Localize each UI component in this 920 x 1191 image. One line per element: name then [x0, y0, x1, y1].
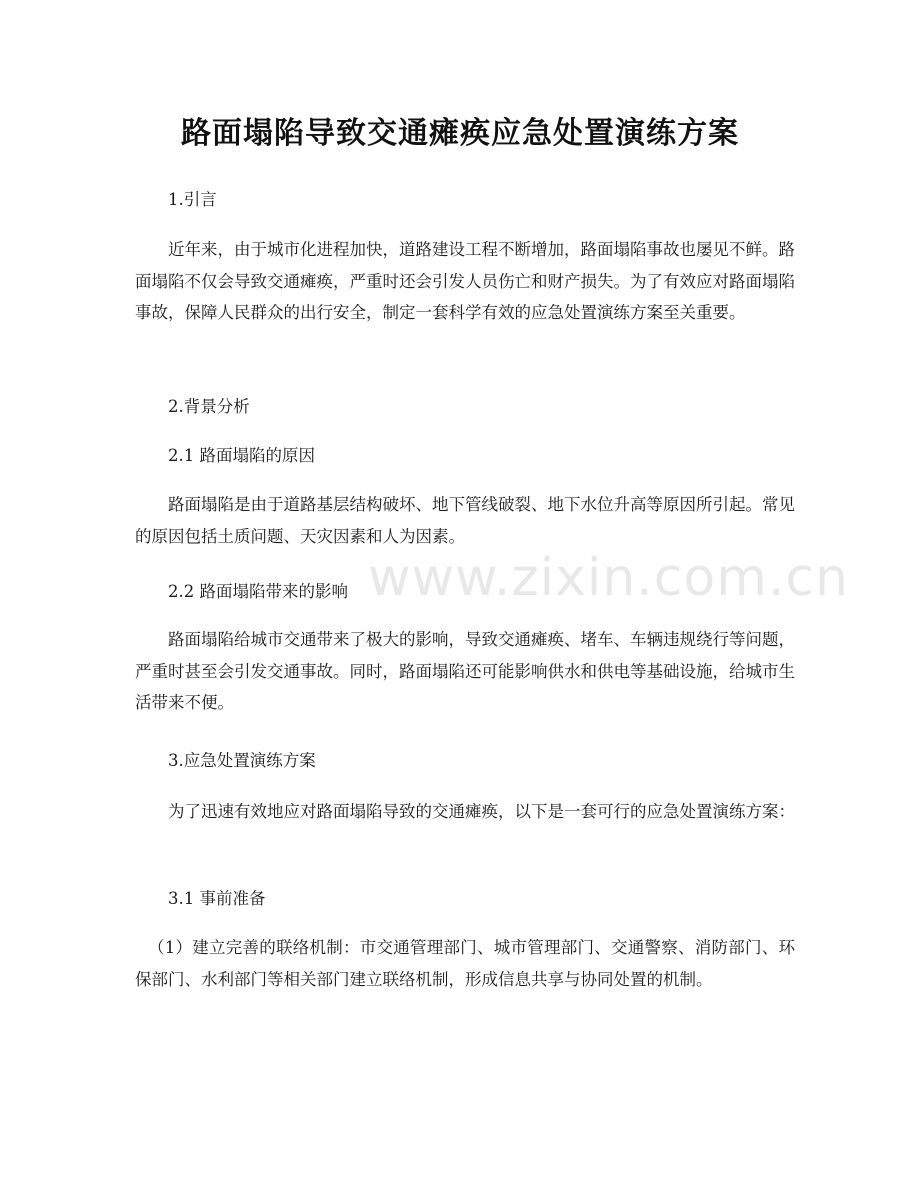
paragraph-drill-plan: 为了迅速有效地应对路面塌陷导致的交通瘫痪，以下是一套可行的应急处置演练方案： [168, 802, 795, 821]
paragraph-introduction: 近年来，由于城市化进程加快，道路建设工程不断增加，路面塌陷事故也屡见不鲜。路面塌陷不仅会导致交通瘫痪，严重时还会引发人员伤亡和财产损失。为了有效应对路面塌陷事故，保障人民群众的出行安全，制定一套科学有效的应急处置演练方案至关重要。 [135, 240, 795, 322]
paragraph-impact: 路面塌陷给城市交通带来了极大的影响，导致交通瘫痪、堵车、车辆违规绕行等问题，严重时甚至会引发交通事故。同时，路面塌陷还可能影响供水和供电等基础设施，给城市生活带来不便。 [135, 630, 795, 712]
subsection-heading-preparation: 3.1 事前准备 [168, 889, 266, 908]
section-heading-background: 2.背景分析 [168, 397, 250, 416]
section-heading-introduction: 1.引言 [168, 190, 217, 209]
section-heading-drill-plan: 3.应急处置演练方案 [168, 751, 316, 770]
document-title: 路面塌陷导致交通瘫痪应急处置演练方案 [181, 116, 739, 151]
paragraph-causes: 路面塌陷是由于道路基层结构破坏、地下管线破裂、地下水位升高等原因所引起。常见的原因包括土质问题、天灾因素和人为因素。 [135, 495, 795, 546]
subsection-heading-impact: 2.2 路面塌陷带来的影响 [168, 582, 348, 601]
watermark: www.zixin.com.cn [368, 548, 849, 608]
subsection-heading-causes: 2.1 路面塌陷的原因 [168, 446, 315, 465]
list-item-liaison-mechanism: （1）建立完善的联络机制：市交通管理部门、城市管理部门、交通警察、消防部门、环保部门、水利部门等相关部门建立联络机制，形成信息共享与协同处置的机制。 [135, 938, 795, 989]
